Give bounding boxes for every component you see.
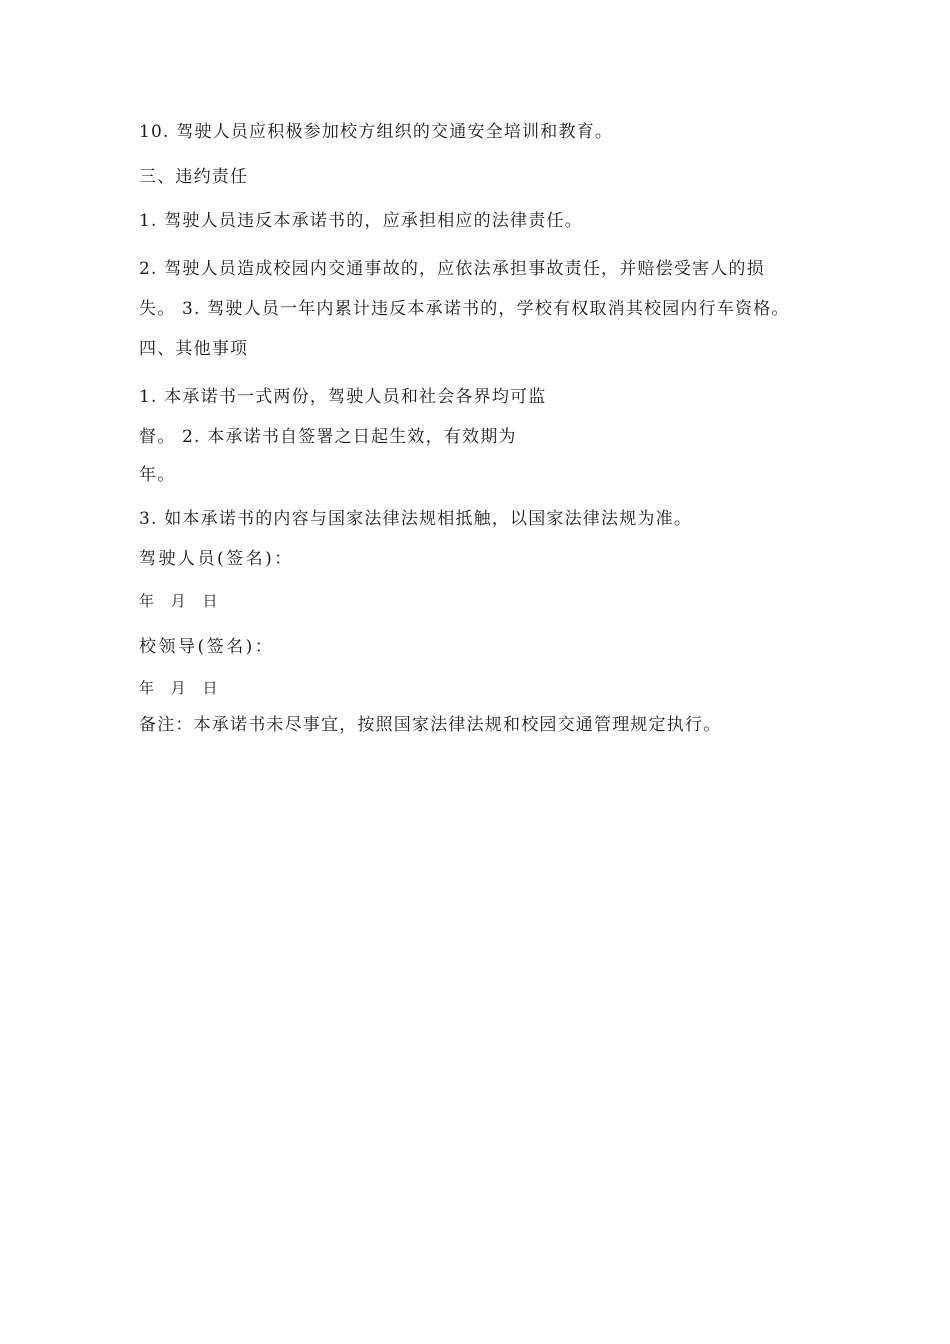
liability-clause-2-3-continued: 失。 3. 驾驶人员一年内累计违反本承诺书的，学校有权取消其校园内行车资格。 xyxy=(139,299,790,319)
other-clause-1: 1. 本承诺书一式两份，驾驶人员和社会各界均可监 xyxy=(139,387,547,407)
section-heading-other-matters: 四、其他事项 xyxy=(139,339,249,359)
school-leader-signature-date: 年 月 日 xyxy=(139,679,224,697)
other-clause-1-2-continued: 督。 2. 本承诺书自签署之日起生效，有效期为 xyxy=(139,427,517,447)
validity-period-year: 年。 xyxy=(139,465,176,485)
school-leader-signature-label: 校领导(签名)： xyxy=(139,637,275,657)
driver-signature-label: 驾驶人员(签名)： xyxy=(139,549,294,569)
section-heading-breach-liability: 三、违约责任 xyxy=(139,167,249,187)
clause-10-training: 10. 驾驶人员应积极参加校方组织的交通安全培训和教育。 xyxy=(139,122,614,142)
other-clause-3: 3. 如本承诺书的内容与国家法律法规相抵触，以国家法律法规为准。 xyxy=(139,509,693,529)
driver-signature-date: 年 月 日 xyxy=(139,592,224,610)
liability-clause-2: 2. 驾驶人员造成校园内交通事故的，应依法承担事故责任，并赔偿受害人的损 xyxy=(139,259,765,279)
liability-clause-1: 1. 驾驶人员违反本承诺书的，应承担相应的法律责任。 xyxy=(139,211,583,231)
remarks-note: 备注：本承诺书未尽事宜，按照国家法律法规和校园交通管理规定执行。 xyxy=(139,715,722,735)
